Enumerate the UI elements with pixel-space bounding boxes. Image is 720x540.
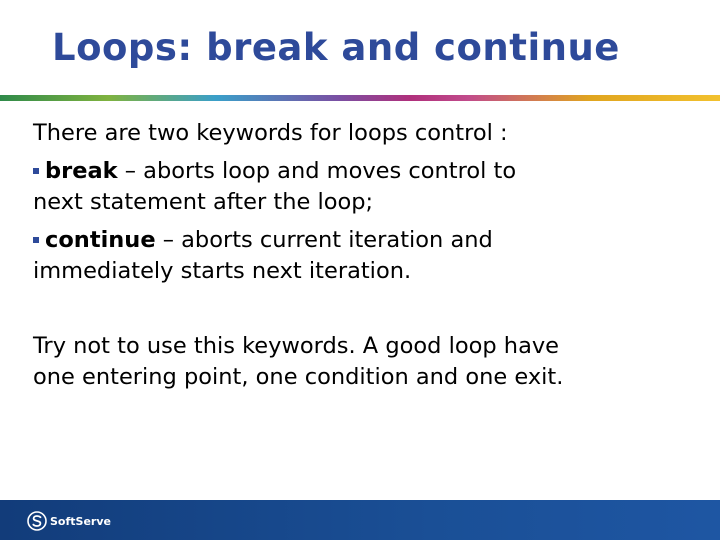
bullet-continuation: immediately starts next iteration. bbox=[33, 258, 412, 284]
logo-text: SoftServe bbox=[50, 514, 111, 528]
bullet-continuation: next statement after the loop; bbox=[33, 189, 374, 215]
intro-text: There are two keywords for loops control : bbox=[33, 120, 508, 146]
slide-body bbox=[33, 118, 703, 393]
note-line-2: one entering point, one condition and one exit. bbox=[33, 364, 564, 390]
bullet-line bbox=[33, 225, 703, 256]
bullet-break bbox=[33, 156, 703, 218]
spacer bbox=[33, 287, 703, 331]
keyword-continue: continue bbox=[45, 227, 156, 253]
keyword-break: break bbox=[45, 158, 118, 184]
note-line-1: Try not to use this keywords. A good loop have bbox=[33, 333, 560, 359]
bullet-text: – aborts loop and moves control to bbox=[117, 158, 517, 184]
company-logo bbox=[27, 511, 111, 531]
bullet-text: – aborts current iteration and bbox=[155, 227, 493, 253]
square-bullet-icon bbox=[33, 168, 39, 174]
bullet-line bbox=[33, 156, 703, 187]
square-bullet-icon bbox=[33, 237, 39, 243]
bullet-continue bbox=[33, 225, 703, 287]
title-divider bbox=[0, 95, 720, 101]
softserve-logo-icon bbox=[27, 511, 47, 531]
footer-bar bbox=[0, 500, 720, 540]
slide-title: Loops: break and continue bbox=[52, 26, 620, 69]
